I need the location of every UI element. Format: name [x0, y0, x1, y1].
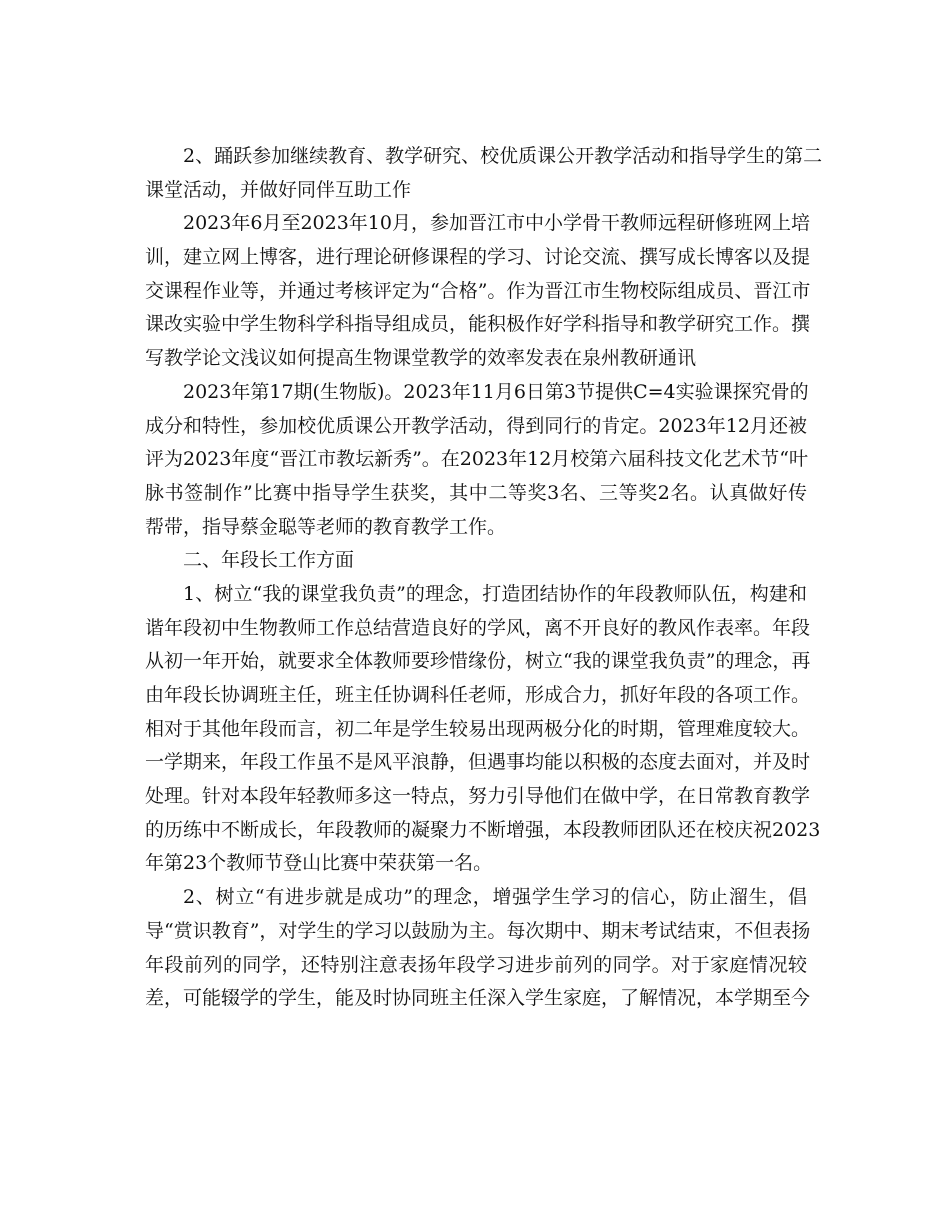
text-line: 处理。针对本段年轻教师多这一特点，努力引导他们在做中学，在日常教育教学	[145, 785, 811, 808]
paragraph	[145, 881, 811, 1016]
text-line: 帮带，指导蔡金聪等老师的教育教学工作。	[145, 515, 507, 538]
text-line: 年第23个教师节登山比赛中荣获第一名。	[145, 852, 493, 875]
text-line: 的历练中不断成长，年段教师的凝聚力不断增强，本段教师团队还在校庆祝2023	[145, 818, 821, 841]
text-line: 交课程作业等，并通过考核评定为“合格”。作为晋江市生物校际组成员、晋江市	[145, 279, 811, 302]
document-page	[145, 140, 823, 1016]
text-line: 相对于其他年段而言，初二年是学生较易出现两极分化的时期，管理难度较大。	[145, 717, 811, 740]
text-line: 导“赏识教育”，对学生的学习以鼓励为主。每次期中、期末考试结束，不但表扬	[145, 919, 811, 942]
text-line: 从初一年开始，就要求全体教师要珍惜缘份，树立“我的课堂我负责”的理念，再	[145, 650, 811, 673]
paragraph	[145, 544, 807, 578]
paragraph	[145, 376, 807, 544]
text-line: 差，可能辍学的学生，能及时协同班主任深入学生家庭，了解情况，本学期至今	[145, 987, 811, 1010]
text-line: 2、踊跃参加继续教育、教学研究、校优质课公开教学活动和指导学生的第二	[183, 145, 823, 167]
text-line: 年段前列的同学，还特别注意表扬年段学习进步前列的同学。对于家庭情况较	[145, 953, 807, 976]
text-line: 由年段长协调班主任，班主任协调科任老师，形成合力，抓好年段的各项工作。	[145, 684, 811, 706]
text-line: 2023年第17期(生物版)。2023年11月6日第3节提供C=4实验课探究骨的	[183, 380, 809, 403]
paragraph	[145, 207, 811, 375]
text-line: 成分和特性，参加校优质课公开教学活动，得到同行的肯定。2023年12月还被	[145, 414, 807, 437]
paragraph	[145, 140, 823, 207]
paragraph	[145, 578, 821, 881]
text-line: 一学期来，年段工作虽不是风平浪静，但遇事均能以积极的态度去面对，并及时	[145, 751, 811, 774]
text-line: 2023年6月至2023年10月，参加晋江市中小学骨干教师远程研修班网上培	[183, 212, 810, 235]
text-line: 写教学论文浅议如何提高生物课堂教学的效率发表在泉州教研通讯	[145, 347, 697, 370]
text-line: 脉书签制作”比赛中指导学生获奖，其中二等奖3名、三等奖2名。认真做好传	[145, 481, 807, 504]
text-line: 谐年段初中生物教师工作总结营造良好的学风，离不开良好的教风作表率。年段	[145, 616, 811, 639]
text-line: 课改实验中学生物科学科指导组成员，能积极作好学科指导和教学研究工作。撰	[145, 313, 811, 336]
text-line: 训，建立网上博客，进行理论研修课程的学习、讨论交流、撰写成长博客以及提	[145, 246, 811, 269]
text-line: 评为2023年度“晋江市教坛新秀”。在2023年12月校第六届科技文化艺术节“叶	[145, 448, 809, 471]
text-line: 2、树立“有进步就是成功”的理念，增强学生学习的信心，防止溜生，倡	[183, 886, 807, 909]
text-line: 1、树立“我的课堂我负责”的理念，打造团结协作的年段教师队伍，构建和	[183, 582, 807, 605]
text-line: 二、年段长工作方面	[183, 549, 355, 572]
text-line: 课堂活动，并做好同伴互助工作	[145, 178, 412, 201]
